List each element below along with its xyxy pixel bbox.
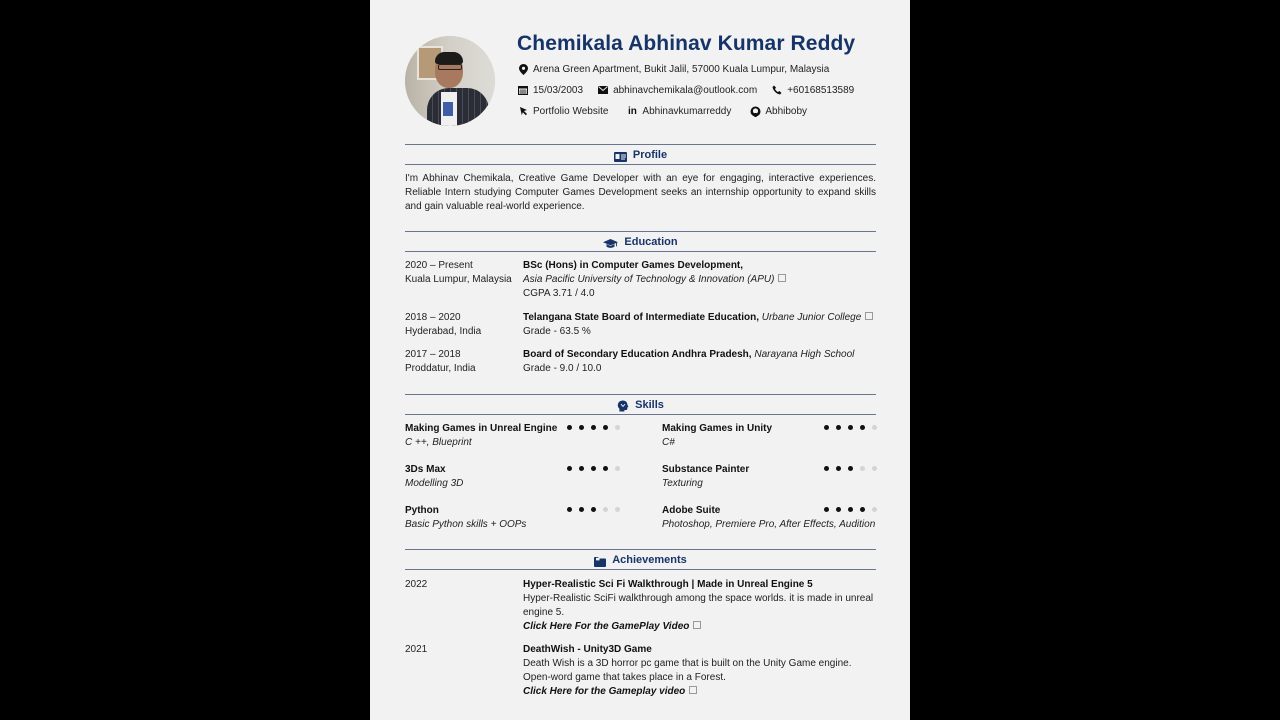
skill-item [405,463,620,491]
contact-row-details [517,84,868,96]
skill-detail: Photoshop, Premiere Pro, After Effects, Audition [662,519,876,530]
skill-item [662,463,877,491]
calendar-icon [517,84,529,96]
email-link[interactable]: abhinavchemikala@outlook.com [613,84,758,96]
education-location: Proddatur, India [405,363,476,374]
external-link-icon[interactable] [865,312,873,320]
skill-rating [817,466,877,471]
skill-rating [560,425,620,430]
education-grade: Grade - 63.5 % [523,326,591,337]
education-degree: Board of Secondary Education Andhra Pradesh, [523,349,752,360]
profile-summary: I'm Abhinav Chemikala, Creative Game Developer with an eye for engaging, interactive experiences. Reliable Intern studying Computer Games Development seeks an internship opportunity to expand skills and gain valuable real-world experience. [405,173,876,212]
skill-detail: Basic Python skills + OOPs [405,519,527,530]
achievement-description: Death Wish is a 3D horror pc game that is built on the Unity Game engine. Open-word game that takes place in a Forest. [523,658,852,683]
education-institution-link[interactable]: Urbane Junior College [761,312,862,323]
contact-row-links [517,105,821,117]
folder-icon [594,554,606,565]
achievement-description: Hyper-Realistic SciFi walkthrough among the space worlds. it is made in unreal engine 5. [523,593,874,618]
skill-rating [560,466,620,471]
section-title-achievements: Achievements [612,553,687,566]
candidate-name: Chemikala Abhinav Kumar Reddy [517,32,856,55]
skill-item [405,504,620,532]
skill-name: Adobe Suite [662,505,721,516]
skill-name: Python [405,505,439,516]
skill-item [662,504,877,532]
section-header-profile [405,144,876,165]
section-title-skills: Skills [635,398,664,411]
skill-detail: Modelling 3D [405,478,464,489]
address-text: Arena Green Apartment, Bukit Jalil, 57000 Kuala Lumpur, Malaysia [533,63,830,75]
linkedin-icon: in [627,105,637,117]
education-degree: Telangana State Board of Intermediate Education, [523,312,759,323]
portfolio-link[interactable]: Portfolio Website [533,105,609,117]
skill-detail: Texturing [662,478,703,489]
section-header-skills [405,394,876,415]
education-institution: Narayana High School [754,349,855,360]
envelope-icon [597,84,609,96]
github-icon [749,105,761,117]
resume-page [370,0,910,720]
skill-detail: C# [662,437,675,448]
achievement-title: DeathWish - Unity3D Game [523,644,652,655]
education-location: Kuala Lumpur, Malaysia [405,274,512,285]
skill-item [405,422,620,450]
section-header-education [405,231,876,252]
section-title-education: Education [624,235,678,248]
skill-rating [817,507,877,512]
achievement-title: Hyper-Realistic Sci Fi Walkthrough | Made in Unreal Engine 5 [523,579,813,590]
achievement-year: 2022 [405,579,428,590]
skill-rating [817,425,877,430]
phone-link[interactable]: +60168513589 [787,84,855,96]
skill-rating [560,507,620,512]
education-dates: 2017 – 2018 [405,349,461,360]
skill-detail: C ++, Blueprint [405,437,472,448]
education-dates: 2018 – 2020 [405,312,461,323]
id-card-icon [614,149,627,160]
head-brain-icon [617,399,629,411]
achievement-year: 2021 [405,644,428,655]
section-title-profile: Profile [632,148,668,161]
skill-name: Making Games in Unity [662,423,773,434]
contact-row-address [517,63,843,75]
external-link-icon[interactable] [689,686,697,694]
linkedin-link[interactable]: Abhinavkumarreddy [642,105,732,117]
education-location: Hyderabad, India [405,326,482,337]
skill-name: Substance Painter [662,464,750,475]
section-header-achievements [405,549,876,570]
github-link[interactable]: Abhiboby [765,105,808,117]
education-grade: CGPA 3.71 / 4.0 [523,288,595,299]
education-dates: 2020 – Present [405,260,473,271]
skill-item [662,422,877,450]
skill-name: 3Ds Max [405,464,446,475]
gameplay-video-link[interactable]: Click Here For the GamePlay Video [523,621,690,632]
gameplay-video-link[interactable]: Click Here for the Gameplay video [523,686,686,697]
education-grade: Grade - 9.0 / 10.0 [523,363,602,374]
profile-photo [405,36,495,126]
cursor-pointer-icon [517,105,529,117]
education-degree: BSc (Hons) in Computer Games Development, [523,260,744,271]
external-link-icon[interactable] [778,274,786,282]
phone-icon [771,84,783,96]
dob-text: 15/03/2003 [533,84,584,96]
map-marker-icon [517,63,529,75]
external-link-icon[interactable] [693,621,701,629]
education-institution-link[interactable]: Asia Pacific University of Technology & Innovation (APU) [523,274,775,285]
skill-name: Making Games in Unreal Engine [405,423,558,434]
graduation-cap-icon [603,236,618,247]
